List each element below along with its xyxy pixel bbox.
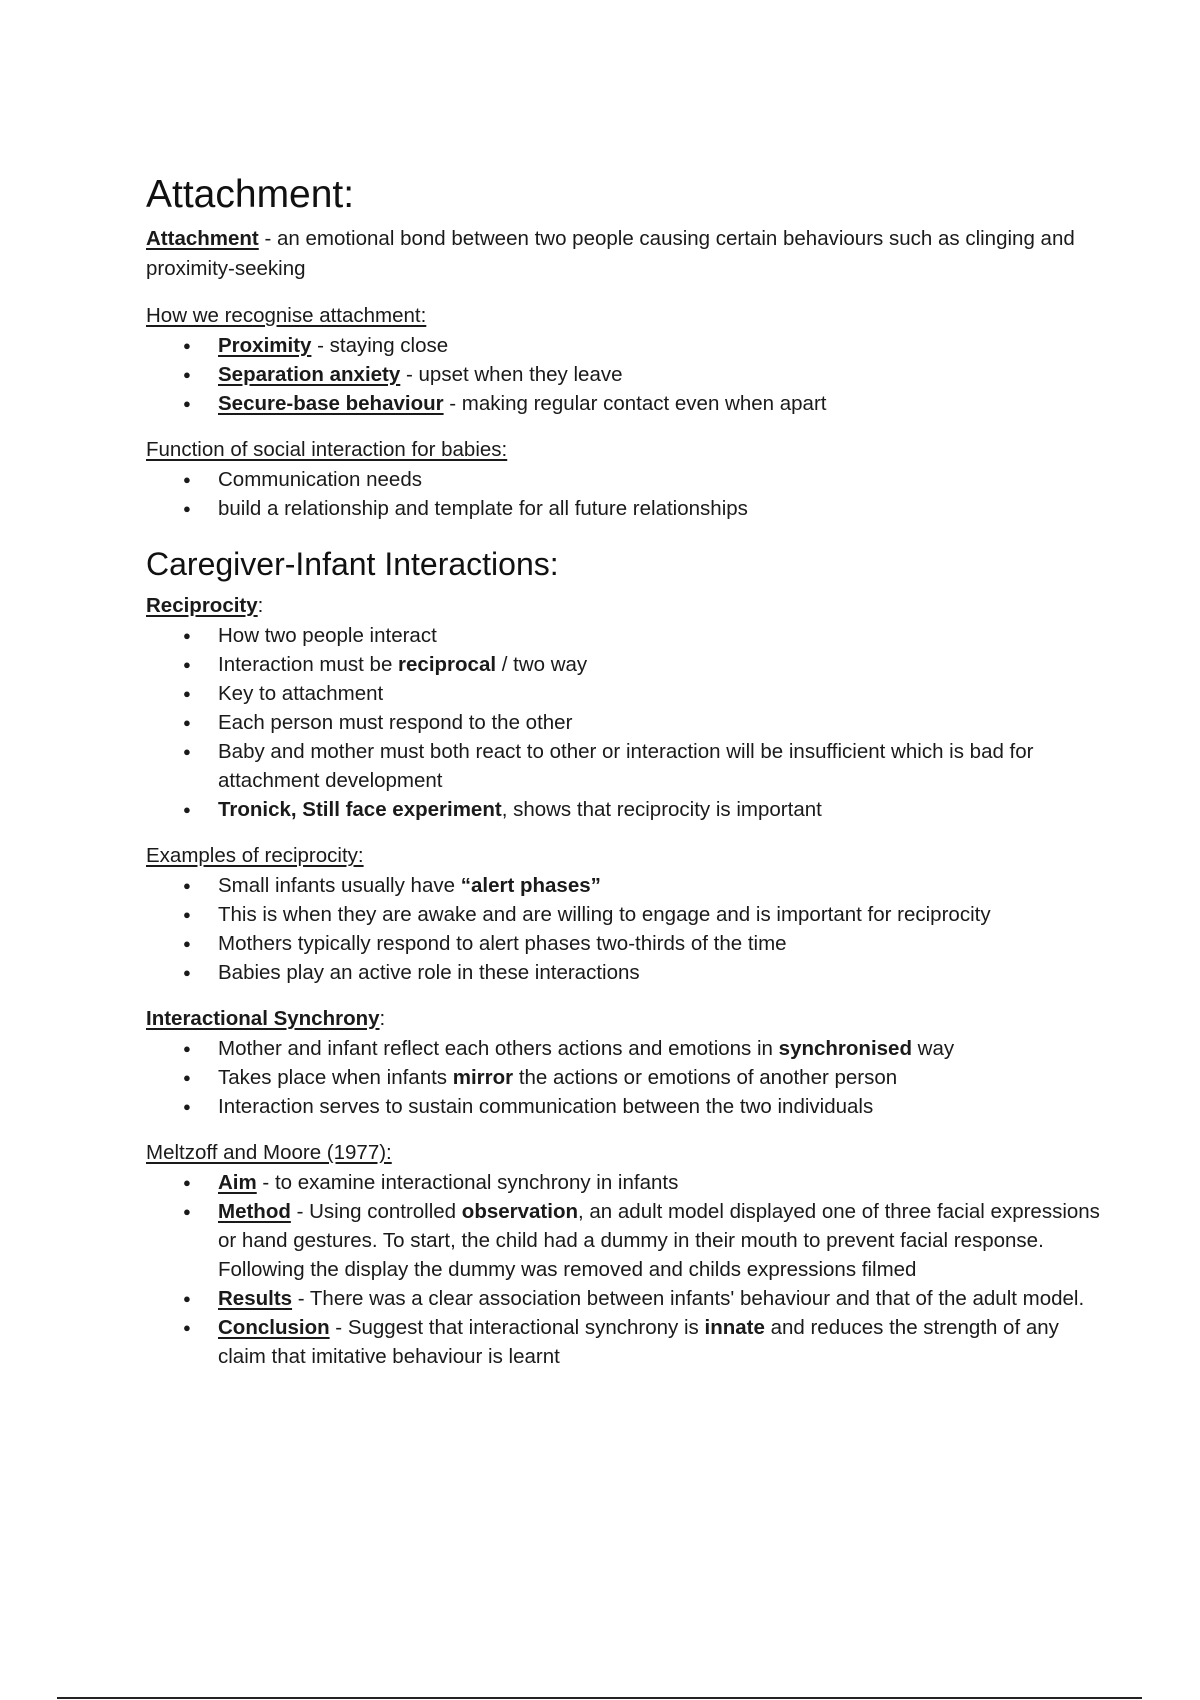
- subheading-examples: Examples of reciprocity:: [146, 844, 364, 867]
- term-aim: Aim: [218, 1171, 257, 1194]
- item-text: way: [911, 1037, 955, 1060]
- item-text: , shows that reciprocity is important: [501, 798, 822, 821]
- definition-text: - an emotional bond between two people causing certain behaviours such as clinging and proximity-seeking: [146, 227, 1075, 280]
- term-separation-anxiety: Separation anxiety: [218, 363, 401, 386]
- list-item: ● Each person must respond to the other: [146, 708, 1106, 737]
- reciprocity-label: [146, 591, 1106, 621]
- list-examples: [146, 871, 1106, 987]
- term-conclusion: Conclusion: [218, 1316, 330, 1339]
- bold-innate: innate: [704, 1316, 765, 1339]
- list-item: [146, 331, 1106, 360]
- bold-alert-phases: “alert phases”: [460, 874, 601, 897]
- list-item: ● Mothers typically respond to alert phases two-thirds of the time: [146, 929, 1106, 958]
- list-item: [146, 1034, 1106, 1063]
- list-item: ● Babies play an active role in these interactions: [146, 958, 1106, 987]
- document-page: [146, 170, 1106, 1371]
- item-text: - to examine interactional synchrony in infants: [256, 1171, 679, 1194]
- term-interactional-synchrony: Interactional Synchrony: [146, 1007, 380, 1030]
- list-meltzoff: [146, 1168, 1106, 1371]
- item-text: the actions or emotions of another person: [513, 1066, 898, 1089]
- synchrony-label: [146, 1004, 1106, 1034]
- list-item: ● Interaction serves to sustain communication between the two individuals: [146, 1092, 1106, 1121]
- term-attachment: Attachment: [146, 227, 259, 250]
- item-text: - staying close: [311, 334, 449, 357]
- item-text: and reduces the strength of any claim that imitative behaviour is learnt: [218, 1316, 1059, 1368]
- list-item-conclusion: [146, 1313, 1106, 1371]
- list-item: [146, 1063, 1106, 1092]
- list-item-aim: [146, 1168, 1106, 1197]
- list-item: [146, 360, 1106, 389]
- list-item-results: [146, 1284, 1106, 1313]
- item-text: - There was a clear association between infants' behaviour and that of the adult model.: [292, 1287, 1085, 1310]
- subheading-function: Function of social interaction for babies:: [146, 438, 508, 461]
- term-method: Method: [218, 1200, 291, 1223]
- heading-attachment: Attachment:: [146, 173, 355, 216]
- list-item: ● How two people interact: [146, 621, 1106, 650]
- page-bottom-rule: [57, 1697, 1142, 1699]
- bold-synchronised: synchronised: [778, 1037, 912, 1060]
- colon: :: [257, 594, 264, 617]
- term-results: Results: [218, 1287, 293, 1310]
- list-item: [146, 795, 1106, 824]
- term-proximity: Proximity: [218, 334, 312, 357]
- item-text: - Using controlled: [290, 1200, 462, 1223]
- list-item-method: [146, 1197, 1106, 1284]
- item-text: - upset when they leave: [400, 363, 623, 386]
- attachment-definition: [146, 224, 1106, 284]
- subheading-meltzoff: Meltzoff and Moore (1977):: [146, 1141, 392, 1164]
- list-item: ● build a relationship and template for all future relationships: [146, 494, 1106, 523]
- item-text: Takes place when infants: [218, 1066, 453, 1089]
- bold-tronick: Tronick, Still face experiment: [218, 798, 502, 821]
- item-text: - making regular contact even when apart: [443, 392, 827, 415]
- list-item: ● This is when they are awake and are willing to engage and is important for reciprocity: [146, 900, 1106, 929]
- item-text: - Suggest that interactional synchrony is: [329, 1316, 705, 1339]
- item-text: Small infants usually have: [218, 874, 461, 897]
- list-item: ● Baby and mother must both react to other or interaction will be insufficient which is bad for attachment development: [146, 737, 1106, 795]
- list-synchrony: [146, 1034, 1106, 1121]
- item-text: Mother and infant reflect each others actions and emotions in: [218, 1037, 779, 1060]
- list-recognise: [146, 331, 1106, 418]
- list-item: [146, 650, 1106, 679]
- colon: :: [379, 1007, 386, 1030]
- item-text: , an adult model displayed one of three facial expressions or hand gestures. To start, the child had a dummy in their mouth to prevent facial response. Following the display the dummy was removed and childs expressions filmed: [218, 1200, 1100, 1281]
- term-secure-base: Secure-base behaviour: [218, 392, 444, 415]
- list-item: [146, 871, 1106, 900]
- bold-mirror: mirror: [452, 1066, 514, 1089]
- subheading-recognise: How we recognise attachment:: [146, 304, 427, 327]
- list-item: ● Key to attachment: [146, 679, 1106, 708]
- list-reciprocity: [146, 621, 1106, 824]
- term-reciprocity: Reciprocity: [146, 594, 258, 617]
- bold-reciprocal: reciprocal: [398, 653, 497, 676]
- bold-observation: observation: [461, 1200, 578, 1223]
- list-item: [146, 389, 1106, 418]
- item-text: Interaction must be: [218, 653, 399, 676]
- item-text: / two way: [496, 653, 588, 676]
- heading-caregiver-infant: Caregiver-Infant Interactions:: [146, 546, 559, 582]
- list-function: [146, 465, 1106, 523]
- list-item: ● Communication needs: [146, 465, 1106, 494]
